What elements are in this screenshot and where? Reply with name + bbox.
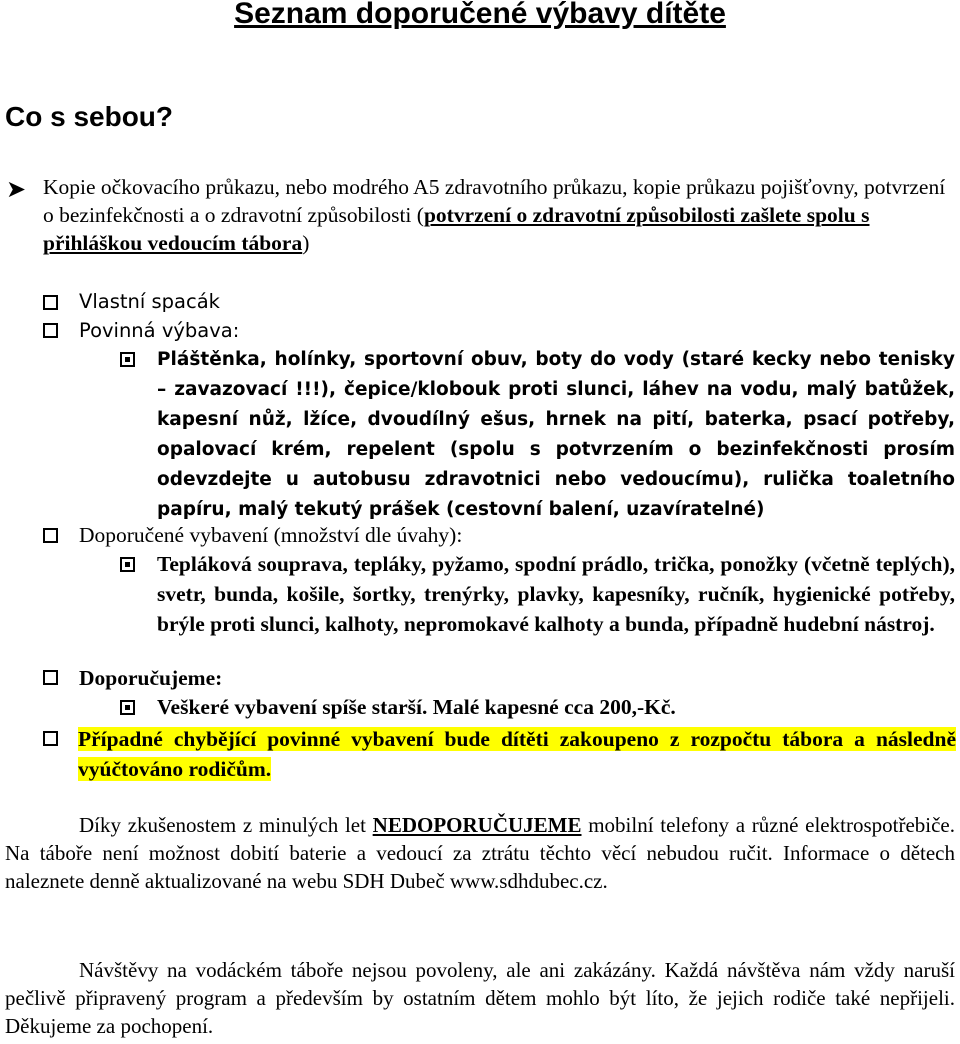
item-spacak: Vlastní spacák xyxy=(79,290,220,313)
intro-underlined-text: potvrzení o zdravotní způsobilosti zašlete spolu s přihláškou vedoucím tábora xyxy=(43,203,870,255)
highlighted-text: Případné chybějící povinné vybavení bude dítěti zakoupeno z rozpočtu tábora a následně vyúčtováno rodičům. xyxy=(78,727,956,781)
paragraph1-after: mobilní telefony a různé elektrospotřebiče. Na táboře není možnost dobití baterie a vedoucí za ztrátu těchto věcí nebudou ručit. Informace o dětech naleznete denně aktualizované na webu SDH Dubeč www.sdhdubec.cz. xyxy=(5,813,955,893)
paragraph-mobile-phones xyxy=(5,811,955,895)
item-povinna-detail: Pláštěnka, holínky, sportovní obuv, boty do vody (staré kecky nebo tenisky – zavazovací !!!), čepice/klobouk proti slunci, láhev na vodu, malý batůžek, kapesní nůž, lžíce, dvoudílný ešus, hrnek na pití, baterka, psací potřeby, opalovací krém, repelent (spolu s potvrzením o bezinfekčnosti prosím odevzdejte u autobusu zdravotnici nebo vedoucímu), rulička toaletního papíru, malý tekutý prášek (cestovní balení, uzavíratelné) xyxy=(157,349,955,520)
paragraph1-before: Díky zkušenostem z minulých let xyxy=(79,813,373,837)
filled-checkbox-icon xyxy=(120,557,135,572)
paragraph-visits xyxy=(5,956,955,1040)
intro-text: Kopie očkovacího průkazu, nebo modrého A5 zdravotního průkazu, kopie průkazu pojišťovny, potvrzení o bezinfekčnosti a o zdravotní způsobilosti ( xyxy=(43,175,946,227)
item-doporucujeme: Doporučujeme: xyxy=(79,666,223,690)
checkbox-icon xyxy=(43,295,58,310)
intro-item xyxy=(43,173,953,257)
filled-checkbox-icon xyxy=(120,700,135,715)
item-doporucene: Doporučené vybavení (množství dle úvahy): xyxy=(79,523,463,547)
item-doporucene-detail: Tepláková souprava, tepláky, pyžamo, spodní prádlo, trička, ponožky (včetně teplých), svetr, bunda, košile, šortky, trenýrky, plavky, kapesníky, ručník, hygienické potřeby, brýle proti slunci, kalhoty, nepromokavé kalhoty a bunda, případně hudební nástroj. xyxy=(157,552,955,636)
section-heading: Co s sebou? xyxy=(5,101,174,132)
checkbox-icon xyxy=(43,731,58,746)
paragraph2-text: Návštěvy na vodáckém táboře nejsou povoleny, ale ani zakázány. Každá návštěva nám vždy naruší pečlivě připravený program a především by ostatním dětem mohlo být líto, že jejich rodiče také nepřijeli. Děkujeme za pochopení. xyxy=(5,958,955,1038)
checkbox-icon xyxy=(43,323,58,338)
paragraph1-emphasis: NEDOPORUČUJEME xyxy=(372,813,582,837)
page-title: Seznam doporučené výbavy dítěte xyxy=(234,0,726,30)
checkbox-icon xyxy=(43,528,58,543)
checkbox-icon xyxy=(43,670,58,685)
item-povinna: Povinná výbava: xyxy=(79,319,240,342)
arrow-bullet-icon: ➤ xyxy=(6,177,27,203)
filled-checkbox-icon xyxy=(120,352,135,367)
item-chybejici xyxy=(78,724,956,784)
intro-end: ) xyxy=(302,231,310,255)
item-doporucujeme-detail: Veškeré vybavení spíše starší. Malé kapesné cca 200,-Kč. xyxy=(157,695,676,719)
